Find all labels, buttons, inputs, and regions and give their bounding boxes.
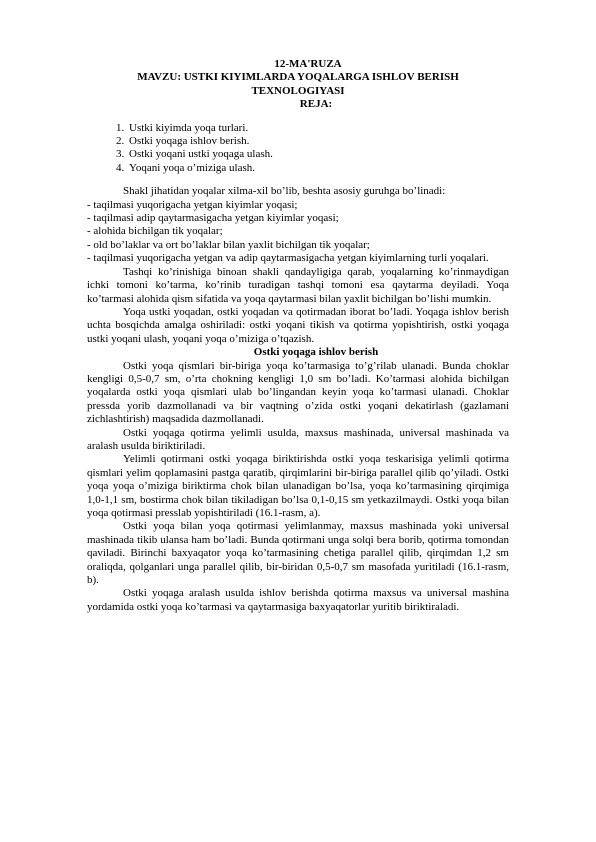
group-item: - old bo’laklar va ort bo’laklar bilan yaxlit bichilgan tik yoqalar; [87,238,370,251]
plan-heading: REJA: [299,98,333,111]
body-paragraph: Yoqa ustki yoqadan, ostki yoqadan va qotirmadan iborat bo’ladi. Yoqaga ishlov berish uchta bosqichda amalga oshiriladi: ostki yoqani tikish va qotirma yopishtirish, ostki yoqaga ustki yoqani ulash, yoqani yoqa o’miziga o’tqazish. [87,305,509,345]
body-paragraph: Tashqi ko’rinishiga binoan shakli qandayligiga qarab, yoqalarning ko’rinmaydigan ichki tomoni ko’tarma, ko’rinib turadigan tashqi tomoni esa qaytarma deyiladi. Yoqa ko’tarmasi alohida qism sifatida va yoqa qaytarmasi bilan yaxlit bichilgan bo’lishi mumkin. [87,265,509,305]
group-item: - alohida bichilgan tik yoqalar; [87,225,223,238]
group-item: - taqilmasi yuqorigacha yetgan va adip qaytarmasigacha yetgan kiyimlarning turli yoqalari. [87,252,489,265]
topic-title-line1: MAVZU: USTKI KIYIMLARDA YOQALARGA ISHLOV BERISH [137,71,459,84]
plan-item: 2. Ostki yoqaga ishlov berish. [127,135,509,148]
intro-paragraph: Shakl jihatidan yoqalar xilma-xil bo’lib, beshta asosiy guruhga bo’linadi: [123,185,446,198]
plan-item: 1. Ustki kiyimda yoqa turlari. [127,122,509,135]
body-paragraph: Yelimli qotirmani ostki yoqaga biriktirishda ostki yoqa teskarisiga yelimli qotirma qismlari yelim qoplamasini pastga qaratib, qirqimlarini bir-biriga parallel qilib qo’yiladi. Ostki yoqa yoqa o’miziga biriktirma chok bilan ulanadigan bo’lsa, yoqa ko’tarmasining qirqimiga 1,0-1,1 sm, bostirma chok bilan tikiladigan bo’lsa 0,1-0,15 sm yetkazilmaydi. Ostki yoqa bilan yoqa qotirmasi presslab yopishtiriladi (16.1-rasm, a). [87,453,509,519]
body-paragraph: Ostki yoqa qismlari bir-biriga yoqa ko’tarmasiga to’g’rilab ulanadi. Bunda choklar kengligi 0,5-0,7 sm, o’rta chokning kengligi 1,0 sm bo’ladi. Ko’tarmasi alohida bichilgan yoqalarda ostki yoqa qismlari ulab bo’lingandan keyin yoqa ko’tarmasi ulanadi. Choklar pressda yorib dazmollanadi va bir vaqtning o’zida ostki yoqani dekatirlash (gazlamani zichlashtirish) maqsadida dazmollanadi. [87,359,509,426]
section-subheading: Ostki yoqaga ishlov berish [253,346,379,359]
group-item: - taqilmasi adip qaytarmasigacha yetgan kiyimlar yoqasi; [87,212,339,225]
plan-list [87,122,509,176]
topic-title-line2: TEXNOLOGIYASI [251,84,345,97]
group-item: - taqilmasi yuqorigacha yetgan kiyimlar yoqasi; [87,198,298,211]
lecture-number: 12-MA'RUZA [274,58,342,70]
body-paragraph: Ostki yoqaga qotirma yelimli usulda, maxsus mashinada, universal mashinada va aralash usulda biriktiriladi. [87,426,509,452]
plan-item: 4. Yoqani yoqa o’miziga ulash. [127,162,509,175]
body-paragraph: Ostki yoqa bilan yoqa qotirmasi yelimlanmay, maxsus mashinada yoki universal mashinada tikib ulansa ham bo’ladi. Bunda qotirmani unga solqi bera borib, qotirma tomondan qaviladi. Birinchi baxyaqator yoqa ko’tarmasining chetiga parallel qilib, qirqimdan 1,2 sm oraliqda, qolganlari unga parallel qilib, bir-biridan 0,5-0,7 sm masofada yuritiladi (16.1-rasm, b). [87,520,509,587]
body-paragraph: Ostki yoqaga aralash usulda ishlov berishda qotirma maxsus va universal mashina yordamida ostki yoqa ko’tarmasi va qaytarmasiga baxyaqatorlar yuritib biriktiraladi. [87,587,509,613]
plan-item: 3. Ostki yoqani ustki yoqaga ulash. [127,148,509,161]
